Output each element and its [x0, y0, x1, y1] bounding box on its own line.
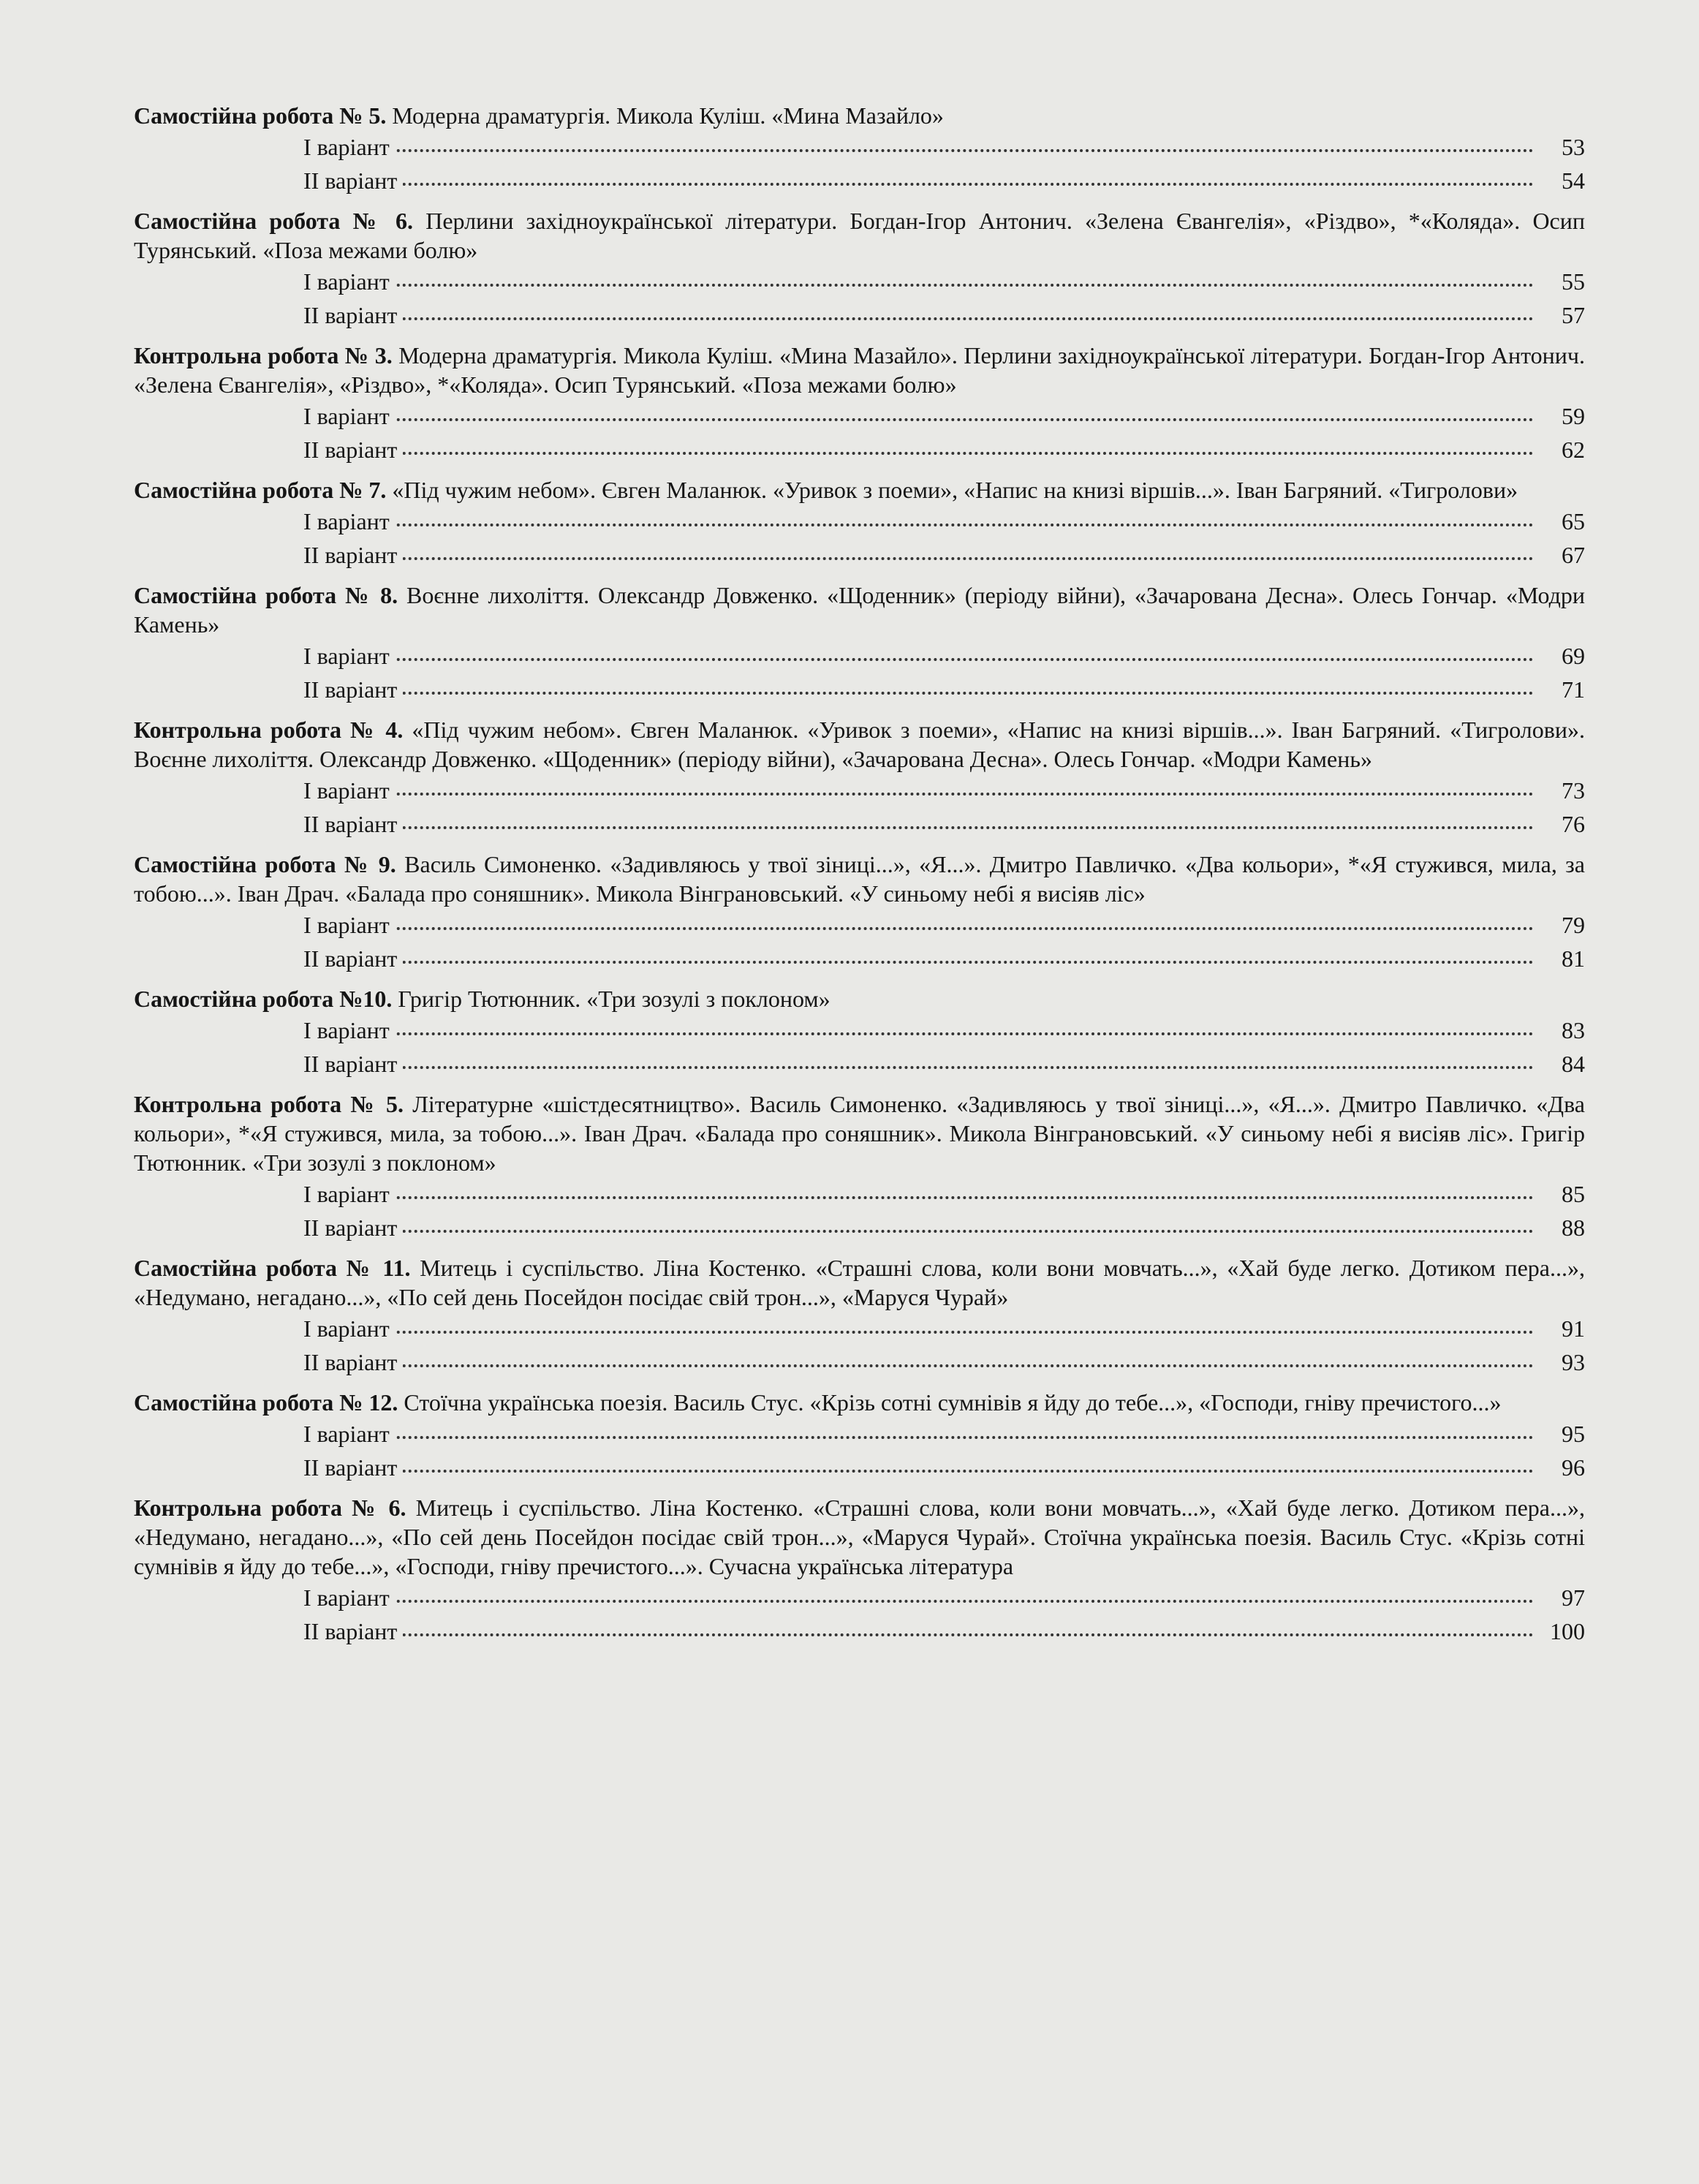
variant-label: ІІ варіант — [303, 675, 403, 704]
variant-label: І варіант — [303, 507, 396, 536]
toc-entry — [134, 1253, 1585, 1379]
toc-entry — [134, 581, 1585, 706]
toc-entry-title: Воєнне лихоліття. Олександр Довженко. «Щоденник» (періоду війни), «Зачарована Десна». Олесь Гончар. «Модри Камень» — [134, 582, 1585, 638]
variant-line[interactable] — [134, 908, 1585, 942]
toc-entry-heading — [134, 1388, 1585, 1417]
variant-line[interactable] — [134, 1312, 1585, 1345]
page-number: 88 — [1556, 1213, 1585, 1242]
dot-leader — [303, 692, 1534, 695]
toc-entry-title: Модерна драматургія. Микола Куліш. «Мина Мазайло». Перлини західноукраїнської літератури. Богдан-Ігор Антонич. «Зелена Євангелія», «Різдво», *«Коляда». Осип Турянський. «Поза межами болю» — [134, 342, 1586, 398]
variant-label: ІІ варіант — [303, 301, 403, 330]
variant-label: ІІ варіант — [303, 540, 403, 570]
variant-line[interactable] — [134, 298, 1585, 332]
toc-entry — [134, 715, 1585, 841]
variant-label: І варіант — [303, 1583, 396, 1612]
dot-leader — [303, 284, 1534, 287]
toc-entry — [134, 1493, 1585, 1648]
page-number: 59 — [1556, 401, 1585, 431]
variant-label: ІІ варіант — [303, 166, 403, 195]
dot-leader — [303, 317, 1534, 320]
toc-entry-title: Літературне «шістдесятництво». Василь Симоненко. «Задивляюсь у твої зіниці...», «Я...». Дмитро Павличко. «Два кольори», *«Я стужився, мила, за тобою...». Іван Драч. «Балада про соняшник». Микола Вінграновський. «У синьому небі я висіяв ліс». Григір Тютюнник. «Три зозулі з поклоном» — [134, 1091, 1586, 1176]
variant-label: І варіант — [303, 1419, 396, 1448]
variant-line[interactable] — [134, 1451, 1585, 1484]
variant-label: ІІ варіант — [303, 1049, 403, 1078]
toc-entry-heading — [134, 581, 1585, 639]
variant-label: І варіант — [303, 910, 396, 940]
page-number: 73 — [1556, 776, 1585, 805]
dot-leader — [303, 183, 1534, 186]
page-number: 65 — [1556, 507, 1585, 536]
page-number: 97 — [1556, 1583, 1585, 1612]
toc-entry-label: Самостійна робота № 7. — [134, 477, 387, 503]
variant-line[interactable] — [134, 164, 1585, 197]
toc-entry-title: Стоїчна українська поезія. Василь Стус. «Крізь сотні сумнівів я йду до тебе...», «Господи, гніву пречистого...» — [398, 1389, 1502, 1416]
variant-line[interactable] — [134, 807, 1585, 841]
page-number: 71 — [1556, 675, 1585, 704]
variant-line[interactable] — [134, 505, 1585, 538]
variant-label: ІІ варіант — [303, 944, 403, 973]
dot-leader — [303, 418, 1534, 421]
toc-entry — [134, 850, 1585, 975]
variant-label: ІІ варіант — [303, 1617, 403, 1646]
table-of-contents — [134, 101, 1585, 1657]
page-number: 91 — [1556, 1314, 1585, 1343]
page-number: 95 — [1556, 1419, 1585, 1448]
page-number: 55 — [1556, 267, 1585, 296]
toc-entry-title: Митець і суспільство. Ліна Костенко. «Страшні слова, коли вони мовчать...», «Хай буде легко. Дотиком пера...», «Недумано, негадано...», «По сей день Посейдон посідає свій трон...», «Маруся Чурай». Стоїчна українська поезія. Василь Стус. «Крізь сотні сумнівів я йду до тебе...», «Господи, гніву пречистого...». Сучасна українська література — [134, 1495, 1585, 1579]
toc-entry-heading — [134, 984, 1585, 1013]
toc-entry-title: «Під чужим небом». Євген Маланюк. «Уривок з поеми», «Напис на книзі віршів...». Іван Багряний. «Тигролови». Воєнне лихоліття. Олександр Довженко. «Щоденник» (періоду війни), «Зачарована Десна». Олесь Гончар. «Модри Камень» — [134, 717, 1586, 772]
variant-line[interactable] — [134, 1211, 1585, 1244]
dot-leader — [303, 557, 1534, 560]
toc-entry-heading — [134, 1089, 1585, 1177]
page-number: 54 — [1556, 166, 1585, 195]
toc-entry-heading — [134, 850, 1585, 908]
dot-leader — [303, 1196, 1534, 1199]
variant-label: І варіант — [303, 132, 396, 162]
toc-entry-heading — [134, 101, 1585, 130]
variant-line[interactable] — [134, 399, 1585, 433]
variant-line[interactable] — [134, 1345, 1585, 1379]
variant-line[interactable] — [134, 538, 1585, 572]
variant-line[interactable] — [134, 433, 1585, 466]
toc-entry-heading — [134, 715, 1585, 774]
dot-leader — [303, 1066, 1534, 1069]
variant-label: ІІ варіант — [303, 435, 403, 464]
toc-entry-title: Модерна драматургія. Микола Куліш. «Мина Мазайло» — [386, 102, 944, 129]
toc-entry — [134, 206, 1585, 332]
variant-label: ІІ варіант — [303, 1348, 403, 1377]
variant-line[interactable] — [134, 774, 1585, 807]
toc-entry-label: Самостійна робота № 11. — [134, 1255, 411, 1281]
dot-leader — [303, 826, 1534, 829]
page-number: 76 — [1556, 809, 1585, 839]
dot-leader — [303, 1364, 1534, 1367]
variant-line[interactable] — [134, 265, 1585, 298]
toc-entry — [134, 341, 1585, 466]
variant-line[interactable] — [134, 1013, 1585, 1047]
page-number: 62 — [1556, 435, 1585, 464]
page-number: 96 — [1556, 1453, 1585, 1482]
dot-leader — [303, 793, 1534, 796]
page-number: 93 — [1556, 1348, 1585, 1377]
dot-leader — [303, 1600, 1534, 1603]
toc-entry-label: Контрольна робота № 5. — [134, 1091, 404, 1117]
toc-entry-label: Самостійна робота № 9. — [134, 851, 396, 877]
variant-label: І варіант — [303, 267, 396, 296]
dot-leader — [303, 452, 1534, 455]
variant-line[interactable] — [134, 1614, 1585, 1648]
toc-entry-title: Митець і суспільство. Ліна Костенко. «Страшні слова, коли вони мовчать...», «Хай буде легко. Дотиком пера...», «Недумано, негадано...», «По сей день Посейдон посідає свій трон...», «Маруся Чурай» — [134, 1255, 1586, 1310]
variant-line[interactable] — [134, 130, 1585, 164]
toc-entry-heading — [134, 206, 1585, 265]
toc-entry-title: «Під чужим небом». Євген Маланюк. «Уривок з поеми», «Напис на книзі віршів...». Іван Багряний. «Тигролови» — [386, 477, 1518, 503]
toc-entry-label: Контрольна робота № 3. — [134, 342, 393, 369]
variant-label: І варіант — [303, 1016, 396, 1045]
variant-label: І варіант — [303, 401, 396, 431]
toc-entry-heading — [134, 1493, 1585, 1581]
toc-entry-title: Василь Симоненко. «Задивляюсь у твої зіниці...», «Я...». Дмитро Павличко. «Два кольори», *«Я стужився, мила, за тобою...». Іван Драч. «Балада про соняшник». Микола Вінграновський. «У синьому небі я висіяв ліс» — [134, 851, 1586, 907]
dot-leader — [303, 658, 1534, 661]
toc-entry-label: Самостійна робота №10. — [134, 986, 393, 1012]
toc-entry-label: Самостійна робота № 8. — [134, 582, 398, 608]
page-number: 83 — [1556, 1016, 1585, 1045]
dot-leader — [303, 149, 1534, 152]
variant-label: І варіант — [303, 1314, 396, 1343]
toc-entry-heading — [134, 341, 1585, 399]
toc-entry — [134, 101, 1585, 197]
page-number: 69 — [1556, 641, 1585, 670]
toc-entry-label: Контрольна робота № 6. — [134, 1495, 406, 1521]
variant-line[interactable] — [134, 1177, 1585, 1211]
variant-line[interactable] — [134, 942, 1585, 975]
toc-entry — [134, 984, 1585, 1081]
variant-line[interactable] — [134, 1417, 1585, 1451]
page-number: 79 — [1556, 910, 1585, 940]
toc-entry-label: Самостійна робота № 5. — [134, 102, 387, 129]
variant-label: ІІ варіант — [303, 1213, 403, 1242]
variant-line[interactable] — [134, 1581, 1585, 1614]
toc-entry-label: Самостійна робота № 12. — [134, 1389, 398, 1416]
toc-entry-label: Контрольна робота № 4. — [134, 717, 404, 743]
dot-leader — [303, 1230, 1534, 1233]
toc-entry-label: Самостійна робота № 6. — [134, 208, 414, 234]
variant-label: І варіант — [303, 1179, 396, 1209]
toc-entry — [134, 1388, 1585, 1484]
variant-line[interactable] — [134, 673, 1585, 706]
dot-leader — [303, 1470, 1534, 1473]
page-number: 81 — [1556, 944, 1585, 973]
dot-leader — [303, 1032, 1534, 1035]
toc-entry-title: Перлини західноукраїнської літератури. Богдан-Ігор Антонич. «Зелена Євангелія», «Різдво», *«Коляда». Осип Турянський. «Поза межами болю» — [134, 208, 1586, 263]
toc-entry — [134, 475, 1585, 572]
variant-label: ІІ варіант — [303, 809, 403, 839]
page-number: 67 — [1556, 540, 1585, 570]
toc-entry-heading — [134, 475, 1585, 505]
variant-label: І варіант — [303, 641, 396, 670]
dot-leader — [303, 927, 1534, 930]
page-number: 85 — [1556, 1179, 1585, 1209]
variant-label: І варіант — [303, 776, 396, 805]
toc-entry — [134, 1089, 1585, 1244]
page-number: 100 — [1544, 1617, 1585, 1646]
dot-leader — [303, 1633, 1534, 1636]
page-number: 57 — [1556, 301, 1585, 330]
variant-label: ІІ варіант — [303, 1453, 403, 1482]
variant-line[interactable] — [134, 1047, 1585, 1081]
page-number: 53 — [1556, 132, 1585, 162]
dot-leader — [303, 1331, 1534, 1334]
dot-leader — [303, 1436, 1534, 1439]
toc-entry-heading — [134, 1253, 1585, 1312]
toc-entry-title: Григір Тютюнник. «Три зозулі з поклоном» — [392, 986, 830, 1012]
variant-line[interactable] — [134, 639, 1585, 673]
dot-leader — [303, 961, 1534, 964]
page-number: 84 — [1556, 1049, 1585, 1078]
dot-leader — [303, 524, 1534, 526]
